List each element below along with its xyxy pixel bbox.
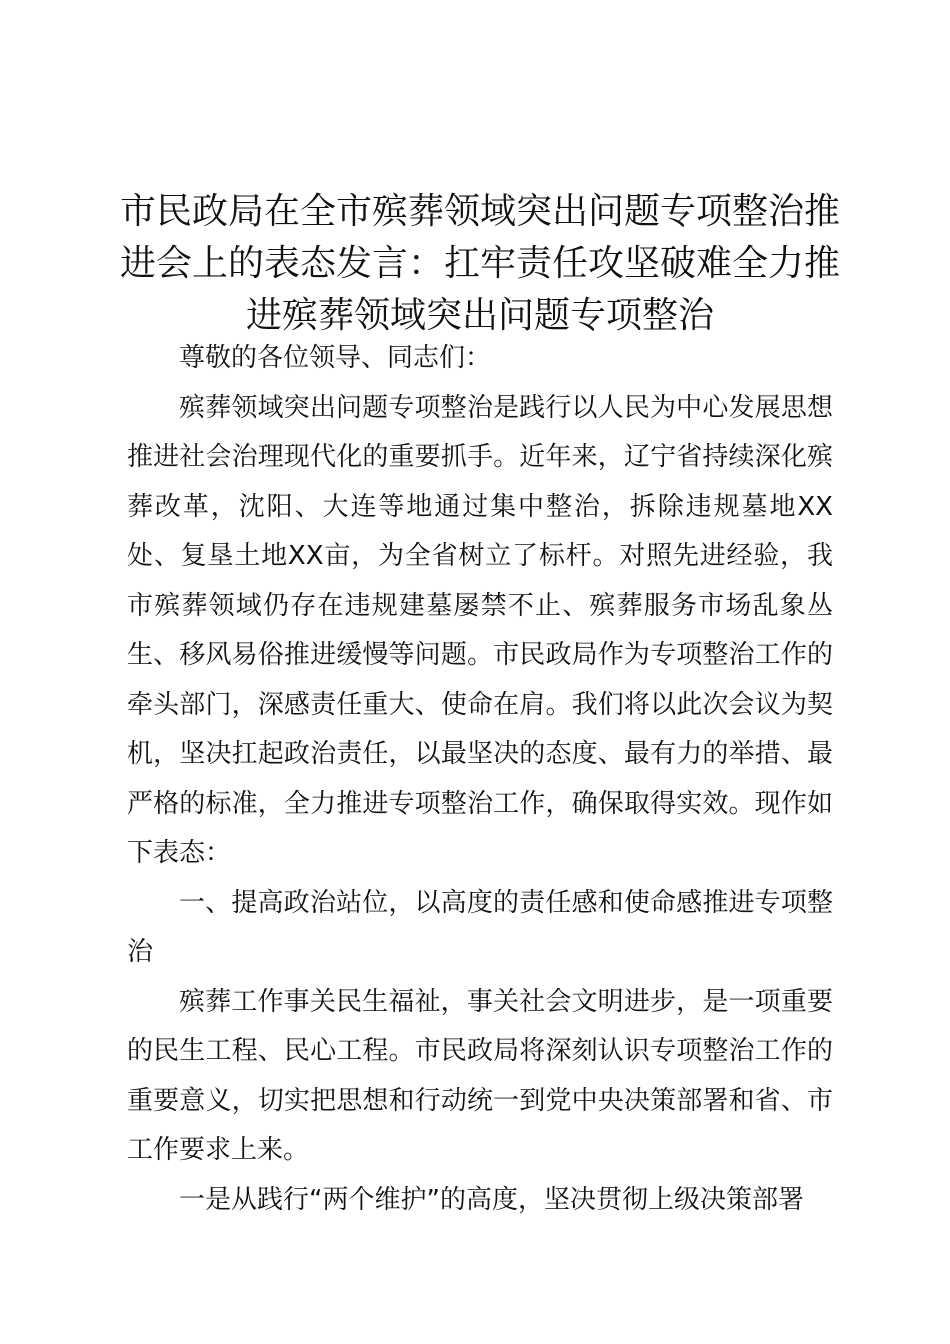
title-line-3: 进殡葬领域突出问题专项整治: [245, 295, 714, 336]
intro-paragraph: 殡葬领域突出问题专项整治是践行以人民为中心发展思想推进社会治理现代化的重要抓手。近年来，辽宁省持续深化殡葬改革，沈阳、大连等地通过集中整治，拆除违规墓地XX处、复垦土地XX亩，为全省树立了标杆。对照先进经验，我市殡葬领域仍存在违规建墓屡禁不止、殡葬服务市场乱象丛生、移风易俗推进缓慢等问题。市民政局作为专项整治工作的牵头部门，深感责任重大、使命在肩。我们将以此次会议为契机，坚决扛起政治责任，以最坚决的态度、最有力的举措、最严格的标准，全力推进专项整治工作，确保取得实效。现作如下表态：: [127, 392, 833, 868]
title-line-1: 市民政局在全市殡葬领域突出问题专项整治推: [119, 191, 840, 232]
section-paragraph-2: 一是从践行“两个维护”的高度，坚决贯彻上级决策部署: [179, 1184, 804, 1215]
document-body: [127, 334, 833, 1225]
salutation: 尊敬的各位领导、同志们：: [179, 343, 492, 373]
section-paragraph-1: 殡葬工作事关民生福祉，事关社会文明进步，是一项重要的民生工程、民心工程。市民政局将深刻认识专项整治工作的重要意义，切实把思想和行动统一到党中央决策部署和省、市工作要求上来。: [127, 986, 833, 1165]
section-heading-1: 一、提高政治站位，以高度的责任感和使命感推进专项整治: [127, 887, 833, 967]
document-title: [110, 186, 850, 342]
title-line-2: 进会上的表态发言：扛牢责任攻坚破难全力推: [119, 243, 840, 284]
